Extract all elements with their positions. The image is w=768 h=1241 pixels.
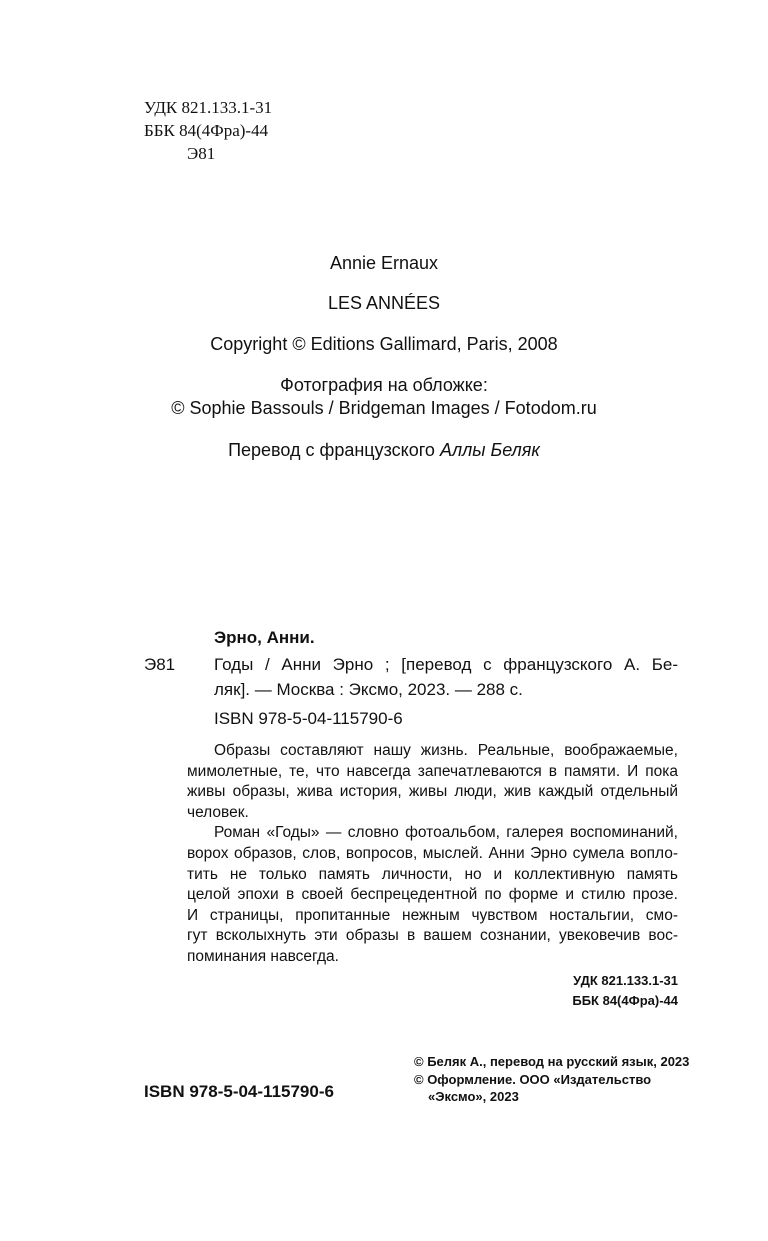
annotation-line: ворох образов, слов, вопросов, мыслей. Анни Эрно сумела вопло- (187, 844, 678, 862)
original-copyright: Copyright © Editions Gallimard, Paris, 2008 (210, 334, 558, 354)
translation-prefix: Перевод с французского (228, 440, 435, 460)
annotation (187, 741, 678, 968)
annotation-line: живы образы, жива история, живы люди, жив каждый отдельный (187, 783, 678, 801)
bbk-code: ББК 84(4Фра)-44 (144, 121, 269, 140)
translator-name: Аллы Беляк (439, 440, 540, 460)
annotation-line: поминания навсегда. (187, 947, 339, 965)
bottom-bbk-code: ББК 84(4Фра)-44 (572, 993, 678, 1008)
annotation-line: И страницы, пропитанные нежным чувством ностальгии, смо- (187, 906, 678, 924)
annotation-line: человек. (187, 803, 249, 821)
catalog-isbn: ISBN 978-5-04-115790-6 (214, 709, 403, 728)
author-mark: Э81 (187, 144, 216, 163)
annotation-line: Роман «Годы» — словно фотоальбом, галерея воспоминаний, (214, 824, 678, 842)
copyright-line: © Оформление. ООО «Издательство (414, 1071, 652, 1087)
copyright-line: «Эксмо», 2023 (428, 1089, 519, 1105)
catalog-code: Э81 (144, 655, 176, 674)
annotation-line: тить не только память личности, но и коллективную память (187, 865, 678, 883)
annotation-line: гут всколыхнуть эти образы в вашем сознании, увековечив вос- (187, 927, 678, 945)
udk-code: УДК 821.133.1-31 (144, 98, 273, 117)
copyright-block (414, 1053, 689, 1106)
bottom-classification-codes (572, 971, 678, 1011)
annotation-line: мимолетные, те, что навсегда запечатлеваются в памяти. И пока (187, 762, 678, 780)
annotation-line: Образы составляют нашу жизнь. Реальные, воображаемые, (214, 742, 678, 759)
bottom-udk-code: УДК 821.133.1-31 (573, 973, 678, 988)
biblio-line: Годы / Анни Эрно ; [перевод с французского А. Бе- (214, 655, 678, 674)
bibliographic-description (214, 652, 678, 702)
annotation-line: целой эпохи в своей беспрецедентной по форме и стилю прозе. (187, 886, 678, 904)
copyright-line: © Беляк А., перевод на русский язык, 2023 (414, 1054, 690, 1069)
biblio-line: ляк]. — Москва : Эксмо, 2023. — 288 с. (214, 680, 523, 699)
translation-credit (0, 440, 768, 461)
original-author: Annie Ernaux (329, 253, 439, 273)
cover-photo-label: Фотография на обложке: (280, 375, 488, 395)
original-title: LES ANNÉES (327, 293, 441, 313)
cover-photo-credit: © Sophie Bassouls / Bridgeman Images / Fotodom.ru (171, 398, 597, 418)
classification-codes (144, 96, 272, 165)
catalog-heading: Эрно, Анни. (214, 628, 315, 647)
footer-isbn: ISBN 978-5-04-115790-6 (144, 1082, 334, 1101)
